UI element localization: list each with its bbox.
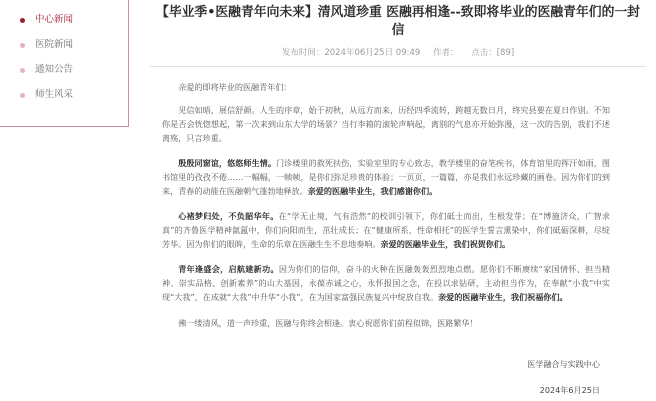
article-title: 【毕业季•医融青年向未来】清风道珍重 医融再相逢--致即将毕业的医融青年们的一封信 [156, 5, 640, 38]
paragraph-5: 拂一缕清风，道一声珍重，医融与你终会相逢。衷心祝愿你们前程似锦，医路繁华！ [178, 318, 478, 328]
paragraph-1: 见信如晤，展信舒颜。人生的序章，始于初秋，从远方而来，历经四季流转，跨越无数日月，终究县要在夏日作别。不知你是否会恍惚想起，第一次来到山东大学的场景？当行李箱的滚轮声响起，离别的气息亦开始弥漫，这一次的告别，我们不述离殇，只言珍重。 [162, 105, 610, 144]
meta-divider [150, 66, 646, 67]
bullet-dot-icon [20, 18, 25, 23]
sidebar-item-label: 通知公告 [35, 64, 74, 75]
paragraph-4 [162, 262, 610, 305]
click-count: 点击：[89] [471, 48, 515, 58]
signature-date: 2024年6月25日 [539, 385, 600, 395]
article-meta [150, 47, 646, 59]
greeting: 亲爱的即将毕业的医融青年们： [178, 82, 292, 92]
paragraph-4-body: 因为你们的信仰，奋斗的火种在医融轰轰烈烈地点燃。愿你们不断赓续“家国情怀、担当精神、崇实品格、创新素养”的山大基因，永葆赤诚之心，永怀报国之念，在投以求钻研，主动担当作为，在奉献“小我”中实现“大我”，在成就“大我”中升华“小我”，在为国家富强民族复兴中绽放自我。 [162, 264, 610, 303]
paragraph-3 [162, 209, 610, 252]
author: 作者： [433, 48, 459, 58]
paragraph-3-highlight: 亲爱的医融毕业生，我们祝贺你们。 [380, 239, 511, 250]
signature: 医学融合与实践中心 [527, 359, 600, 369]
bullet-dot-icon [20, 68, 25, 73]
paragraph-3-body: 在“学无止境，气有浩然”的校训引领下，你们砥士而出，生根发芽；在“博施济众，广智求真”的齐鲁医学精神氤氲中，你们向阳而生，茁壮成长；在“健康所系，性命相托”的医学生誓言熏染中，你们砥砺深耕，尽绽芳华。因为你们的眼眸，生命的乐章在医融生生不息地奏响。 [162, 211, 610, 250]
paragraph-3-lead: 心褚梦归处，不负韶华年。 [178, 211, 279, 221]
paragraph-4-lead: 青年逢盛会，启航建新功。 [178, 264, 279, 274]
publish-time: 发布时间：2024年06月25日 09:49 [281, 48, 421, 58]
sidebar-item-notices[interactable] [35, 62, 73, 78]
sidebar-item-label: 师生风采 [35, 89, 74, 100]
bullet-dot-icon [20, 93, 25, 98]
paragraph-4-highlight: 亲爱的医融毕业生，我们祝福你们。 [438, 292, 568, 303]
sidebar-item-teachers-students[interactable] [35, 87, 73, 103]
paragraph-2-body: 门诊楼里的救死扶伤，实验室里的专心致志，教学楼里的奋笔疾书，体育馆里的挥汗如雨，图书馆里的孜孜不倦……一幅幅，一帧帧，是你们弥足珍贵的体验；一页页，一篇篇，亦是我们永远珍藏的画卷。因为你们的到来，青春的动能在医融朝气蓬勃地释放。 [162, 158, 610, 197]
paragraph-2-highlight: 亲爱的医融毕业生，我们感谢你们。 [307, 186, 438, 197]
paragraph-2-lead: 殷殷同窗谊，悠悠师生情。 [178, 158, 276, 168]
sidebar-nav [0, 0, 129, 127]
sidebar-item-label: 中心新闻 [35, 14, 74, 25]
bullet-dot-icon [20, 43, 25, 48]
sidebar-item-center-news[interactable] [35, 12, 73, 28]
paragraph-2 [162, 156, 610, 199]
sidebar-item-label: 医院新闻 [35, 39, 74, 50]
sidebar-item-hospital-news[interactable] [35, 37, 73, 53]
